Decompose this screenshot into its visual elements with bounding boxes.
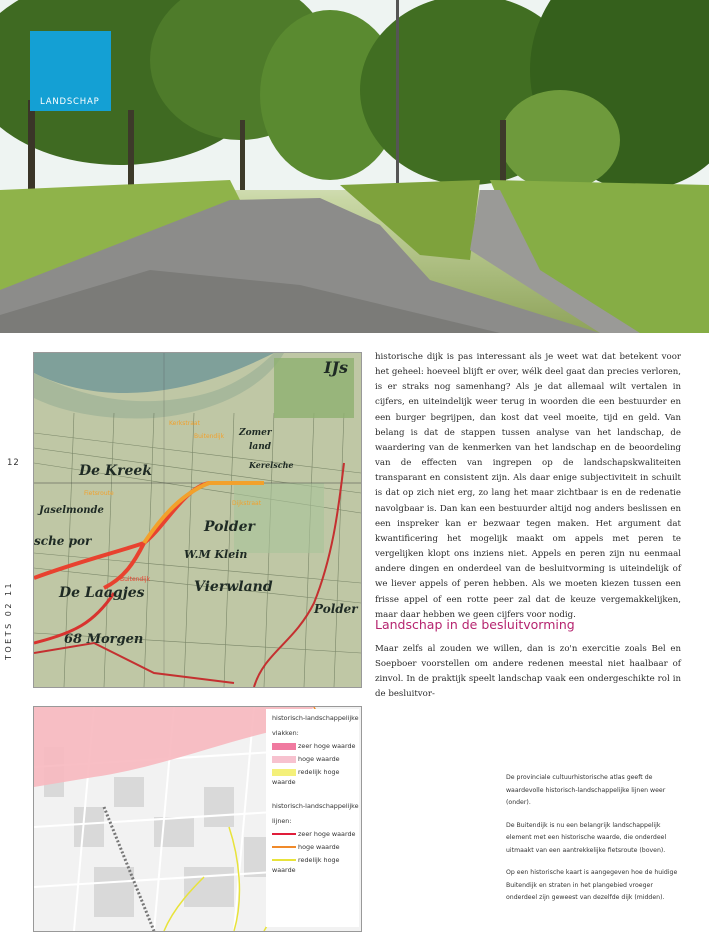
map-label-polder: Polder [204, 519, 255, 535]
legend-item [272, 754, 360, 764]
legend-item [272, 767, 360, 787]
road-label-buitendijk-top: Buitendijk [194, 433, 225, 440]
legend-swatch [272, 756, 296, 763]
map-label-land: land [249, 442, 272, 452]
map-label-vierwland: Vierwland [194, 579, 273, 595]
map-label-ijs: IJs [324, 358, 349, 377]
map-label-zomer: Zomer [239, 428, 272, 438]
legend-title-1: historisch-landschappelijke [272, 714, 359, 722]
map-label-klein: W.M Klein [184, 548, 248, 561]
map-label-polder-right: Polder [314, 602, 358, 616]
legend-item [272, 842, 360, 852]
legend-group-2: lijnen: [272, 817, 292, 825]
legend-label: zeer hoge waarde [298, 742, 356, 750]
legend-label: redelijk hoge waarde [272, 856, 340, 874]
article-body [375, 350, 681, 623]
legend-swatch [272, 769, 296, 776]
map-label-kerelsche: Kerelsche [249, 460, 294, 470]
road-label-dijkstraat: Dijkstraat [232, 500, 262, 507]
map-label-de-laagjes: De Laagjes [59, 585, 145, 601]
running-title: TOETS 02 11 [4, 580, 13, 660]
map-label-68-morgen: 68 Morgen [64, 632, 144, 647]
map-label-jaselmonde: Jaselmonde [39, 505, 104, 516]
captions [506, 772, 680, 915]
legend-label: hoge waarde [298, 843, 340, 851]
legend-swatch [272, 743, 296, 750]
legend-label: hoge waarde [298, 755, 340, 763]
article-body-2 [375, 633, 681, 711]
page-number: 12 [7, 458, 20, 468]
legend-title-2: historisch-landschappelijke [272, 802, 359, 810]
legend-label: redelijk hoge waarde [272, 768, 340, 786]
map-label-de-kreek: De Kreek [79, 463, 152, 479]
caption-3: Op een historische kaart is aangegeven hoe de huidige Buitendijk en straten in het plangebied vroeger onderdeel zijn geweest van dezelfde dijk (midden). [506, 869, 678, 901]
road-label-buitendijk-bottom: Buitendijk [120, 576, 151, 583]
legend-item [272, 741, 360, 751]
map-label-sche-por: sche por [34, 534, 92, 548]
legend-line [272, 859, 296, 861]
section-tag [30, 31, 111, 111]
legend-line [272, 833, 296, 835]
caption-1: De provinciale cultuurhistorische atlas geeft de waardevolle historisch-landschappelijke lijnen weer (onder). [506, 774, 666, 806]
paragraph-1: historische dijk is pas interessant als je weet wat dat betekent voor het geheel: hoeveel blijft er over, wélk deel gaat dan precies verloren, is er straks nog samenhang? Als je dat allemaal wilt vertalen in cijfers, en uiteindelijk weer terug in woorden die een bestuurder en een burger begrijpen, dan kost dat veel moeite, tijd en geld. Van belang is dat de stappen tussen analyse van het landschap, de waardering van de kenmerken van het landschap en de beoordeling van de effecten van ingrepen op de landschapskwaliteiten transparant en consistent zijn. Als daar enige subjectiviteit in schuilt is dat op zich niet erg, zo lang het maar zichtbaar is en de redenatie navolgbaar is. Dan kan een bestuurder altijd nog anders beslissen en een inspreker kan er bezwaar tegen maken. Het argument dat kwantificering het mogelijk maakt om appels met peren te vergelijken klopt ons inziens niet. Appels en peren zijn nu eenmaal andere dingen en onderdeel van de besluitvorming is uiteindelijk of we liever appels of peren hebben. Als we moeten kiezen tussen een frisse appel of een rotte peer zal dat de keuze vergemakkelijken, maar daar hebben we geen cijfers voor nodig. [375, 352, 681, 620]
legend-item [272, 855, 360, 875]
legend-item [272, 829, 360, 839]
hero-photo [0, 0, 709, 333]
atlas-map [33, 706, 362, 932]
caption-2: De Buitendijk is nu een belangrijk landschappelijk element met een historische waarde, die onderdeel uitmaakt van een aantrekkelijke fietsroute (boven). [506, 821, 667, 854]
map-legend [272, 713, 360, 875]
road-label-kerkstraat: Kerkstraat [169, 420, 200, 427]
section-label: LANDSCHAP [40, 97, 100, 107]
legend-label: zeer hoge waarde [298, 830, 356, 838]
historical-map [33, 352, 362, 688]
legend-line [272, 846, 296, 848]
road-label-fietsroute: Fietsroute [84, 490, 114, 497]
legend-group-1: vlakken: [272, 729, 299, 737]
section-heading: Landschap in de besluitvorming [375, 617, 575, 632]
paragraph-2: Maar zelfs al zouden we willen, dan is zo'n exercitie zoals Bel en Soepboer voorstellen om andere redenen meestal niet haalbaar of zinvol. In de praktijk speelt landschap vaak een ondergeschikte rol in de besluitvor- [375, 643, 681, 700]
